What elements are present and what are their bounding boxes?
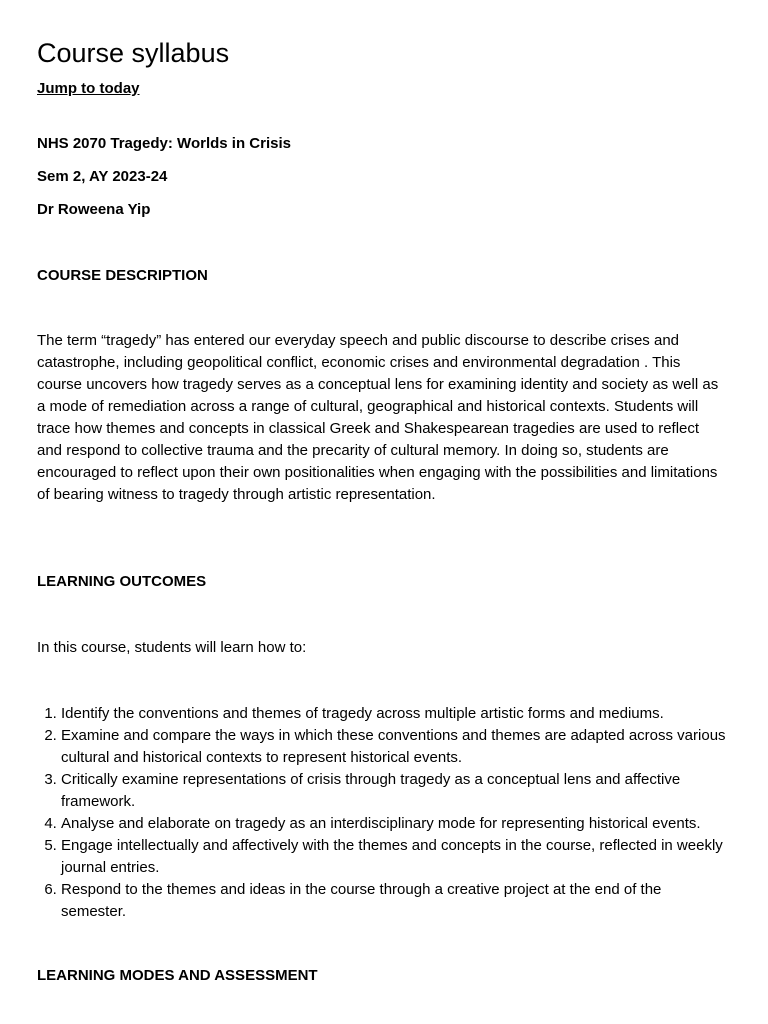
- jump-to-today-link[interactable]: Jump to today: [37, 80, 140, 97]
- course-description-text: The term “tragedy” has entered our everyday speech and public discourse to describe crises and catastrophe, including geopolitical conflict, economic crises and environmental degradation . This course uncovers how tragedy serves as a conceptual lens for examining identity and society as well as a mode of remediation across a range of cultural, geographical and historical contexts. Students will trace how themes and concepts in classical Greek and Shakespearean tragedies are used to reflect and respond to collective trauma and the precarity of cultural memory. In doing so, students are encouraged to reflect upon their own positionalities when engaging with the possibilities and limitations of bearing witness to tragedy through artistic representation.: [37, 332, 719, 503]
- learning-outcomes-list: [37, 703, 727, 923]
- learning-modes-assessment-heading: LEARNING MODES AND ASSESSMENT: [37, 967, 318, 984]
- learning-outcome-item: 4. Analyse and elaborate on tragedy as an interdisciplinary mode for representing historical events.: [61, 813, 727, 835]
- learning-outcomes-heading: LEARNING OUTCOMES: [37, 573, 207, 590]
- course-code-title: NHS 2070 Tragedy: Worlds in Crisis: [37, 135, 291, 152]
- learning-outcomes-intro: In this course, students will learn how to:: [37, 639, 307, 656]
- course-semester: Sem 2, AY 2023-24: [37, 168, 168, 185]
- learning-outcome-item: 2. Examine and compare the ways in which these conventions and themes are adapted across various cultural and historical contexts to represent historical events.: [61, 725, 727, 769]
- learning-outcome-item: 3. Critically examine representations of crisis through tragedy as a conceptual lens and affective framework.: [61, 769, 727, 813]
- learning-outcome-item: 1. Identify the conventions and themes of tragedy across multiple artistic forms and mediums.: [61, 703, 727, 725]
- learning-outcome-item: 6. Respond to the themes and ideas in the course through a creative project at the end of the semester.: [61, 879, 727, 923]
- learning-outcome-item: 5. Engage intellectually and affectively with the themes and concepts in the course, reflected in weekly journal entries.: [61, 835, 727, 879]
- course-description-heading: COURSE DESCRIPTION: [37, 267, 208, 284]
- page-title: Course syllabus: [37, 38, 230, 68]
- course-instructor: Dr Roweena Yip: [37, 201, 151, 218]
